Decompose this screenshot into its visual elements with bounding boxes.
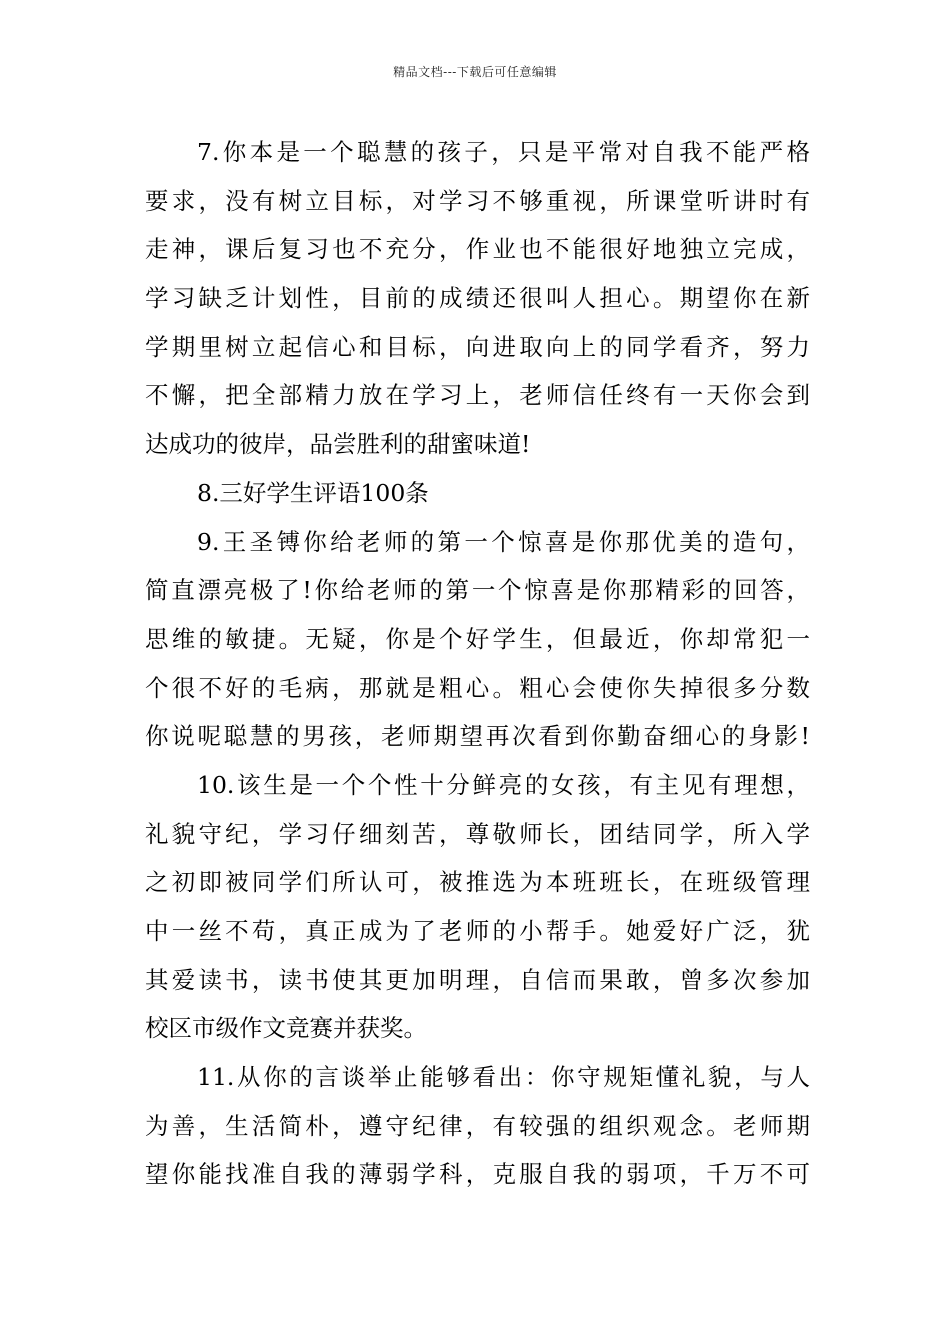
paragraph-7-line-4: 学习缺乏计划性，目前的成绩还很叫人担心。期望你在新 bbox=[145, 284, 810, 313]
paragraph-9-line-3: 思维的敏捷。无疑，你是个好学生，但最近，你却常犯一 bbox=[145, 624, 810, 653]
paragraph-11-line-3: 望你能找准自我的薄弱学科，克服自我的弱项，千万不可 bbox=[145, 1160, 810, 1189]
item-8-heading: 8.三好学生评语100条 bbox=[197, 478, 429, 507]
paragraph-7-line-7: 达成功的彼岸，品尝胜利的甜蜜味道! bbox=[145, 430, 531, 459]
paragraph-9-line-2: 简直漂亮极了!你给老师的第一个惊喜是你那精彩的回答， bbox=[145, 576, 810, 605]
paragraph-9-line-1: 9.王圣镈你给老师的第一个惊喜是你那优美的造句， bbox=[197, 527, 810, 556]
document-body bbox=[145, 128, 810, 1199]
paragraph-7-line-6: 不懈，把全部精力放在学习上，老师信任终有一天你会到 bbox=[145, 381, 810, 410]
paragraph-9-line-5: 你说呢聪慧的男孩，老师期望再次看到你勤奋细心的身影! bbox=[145, 722, 810, 751]
page-header: 精品文档---下载后可任意编辑 bbox=[393, 65, 557, 79]
paragraph-11-line-2: 为善，生活简朴，遵守纪律，有较强的组织观念。老师期 bbox=[145, 1111, 810, 1140]
paragraph-10-line-5: 其爱读书，读书使其更加明理，自信而果敢，曾多次参加 bbox=[145, 965, 810, 994]
paragraph-10-line-2: 礼貌守纪，学习仔细刻苦，尊敬师长，团结同学，所入学 bbox=[145, 819, 810, 848]
paragraph-7-line-1: 7.你本是一个聪慧的孩子，只是平常对自我不能严格 bbox=[197, 138, 810, 166]
paragraph-7-line-2: 要求，没有树立目标，对学习不够重视，所课堂听讲时有 bbox=[145, 186, 810, 215]
paragraph-10-line-6: 校区市级作文竞赛并获奖。 bbox=[145, 1014, 427, 1043]
paragraph-10-line-3: 之初即被同学们所认可，被推选为本班班长，在班级管理 bbox=[145, 868, 810, 897]
paragraph-9-line-4: 个很不好的毛病，那就是粗心。粗心会使你失掉很多分数 bbox=[145, 673, 810, 702]
paragraph-7-line-3: 走神，课后复习也不充分，作业也不能很好地独立完成， bbox=[145, 235, 810, 264]
paragraph-10-line-1: 10.该生是一个个性十分鲜亮的女孩，有主见有理想， bbox=[197, 770, 810, 799]
paragraph-11-line-1: 11.从你的言谈举止能够看出：你守规矩懂礼貌，与人 bbox=[197, 1063, 810, 1092]
paragraph-7-line-5: 学期里树立起信心和目标，向进取向上的同学看齐，努力 bbox=[145, 332, 810, 361]
paragraph-10-line-4: 中一丝不苟，真正成为了老师的小帮手。她爱好广泛，犹 bbox=[145, 917, 810, 945]
